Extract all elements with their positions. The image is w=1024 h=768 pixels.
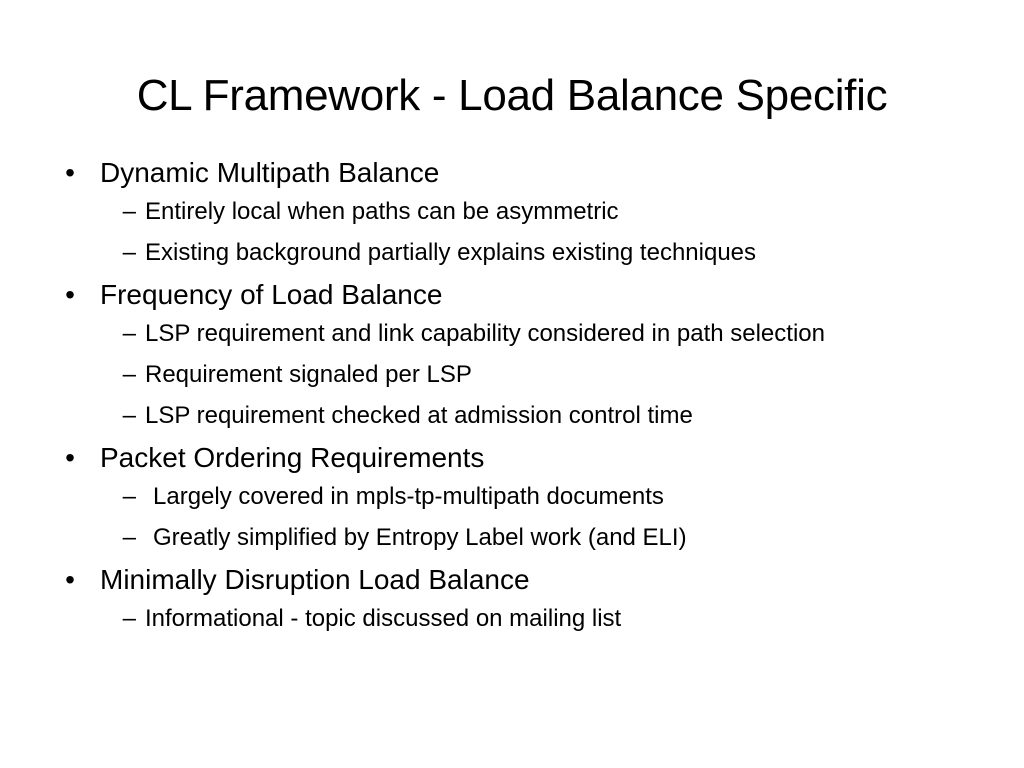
bullet-list bbox=[58, 154, 958, 635]
bullet-icon: • bbox=[65, 279, 75, 310]
bullet-item bbox=[58, 561, 958, 635]
bullet-text: Frequency of Load Balance bbox=[100, 279, 443, 310]
sub-bullet-text: Greatly simplified by Entropy Label work (and ELI) bbox=[153, 524, 687, 551]
sub-bullet-text: Informational - topic discussed on mailing list bbox=[145, 605, 622, 632]
bullet-icon: • bbox=[65, 564, 75, 595]
sub-bullet-text: LSP requirement and link capability considered in path selection bbox=[145, 320, 825, 347]
sub-bullet-text: LSP requirement checked at admission control time bbox=[145, 402, 693, 429]
sub-bullet-item bbox=[100, 481, 905, 513]
sub-bullet-item bbox=[100, 400, 905, 432]
sub-bullet-text: Largely covered in mpls-tp-multipath documents bbox=[153, 483, 664, 510]
dash-icon: – bbox=[122, 402, 136, 429]
bullet-icon: • bbox=[65, 157, 75, 188]
sub-bullet-list bbox=[100, 603, 958, 635]
sub-bullet-list bbox=[100, 196, 958, 269]
sub-bullet-item bbox=[100, 237, 905, 269]
sub-bullet-item bbox=[100, 196, 905, 228]
dash-icon: – bbox=[122, 361, 136, 388]
bullet-item bbox=[58, 276, 958, 432]
sub-bullet-list bbox=[100, 318, 958, 432]
bullet-item bbox=[58, 439, 958, 554]
bullet-text: Dynamic Multipath Balance bbox=[100, 157, 440, 188]
sub-bullet-item bbox=[100, 603, 905, 635]
bullet-text: Packet Ordering Requirements bbox=[100, 442, 485, 473]
sub-bullet-item bbox=[100, 359, 905, 391]
dash-icon: – bbox=[122, 483, 136, 510]
sub-bullet-text: Existing background partially explains existing techniques bbox=[145, 239, 757, 266]
bullet-icon: • bbox=[65, 442, 75, 473]
slide-title: CL Framework - Load Balance Specific bbox=[136, 71, 888, 120]
dash-icon: – bbox=[122, 605, 136, 632]
dash-icon: – bbox=[122, 320, 136, 347]
sub-bullet-item bbox=[100, 318, 905, 350]
sub-bullet-text: Requirement signaled per LSP bbox=[145, 361, 472, 388]
bullet-item bbox=[58, 154, 958, 269]
bullet-text: Minimally Disruption Load Balance bbox=[100, 564, 530, 595]
sub-bullet-item bbox=[100, 522, 905, 554]
dash-icon: – bbox=[122, 239, 136, 266]
sub-bullet-list bbox=[100, 481, 958, 554]
dash-icon: – bbox=[122, 198, 136, 225]
sub-bullet-text: Entirely local when paths can be asymmetric bbox=[145, 198, 619, 225]
dash-icon: – bbox=[122, 524, 136, 551]
